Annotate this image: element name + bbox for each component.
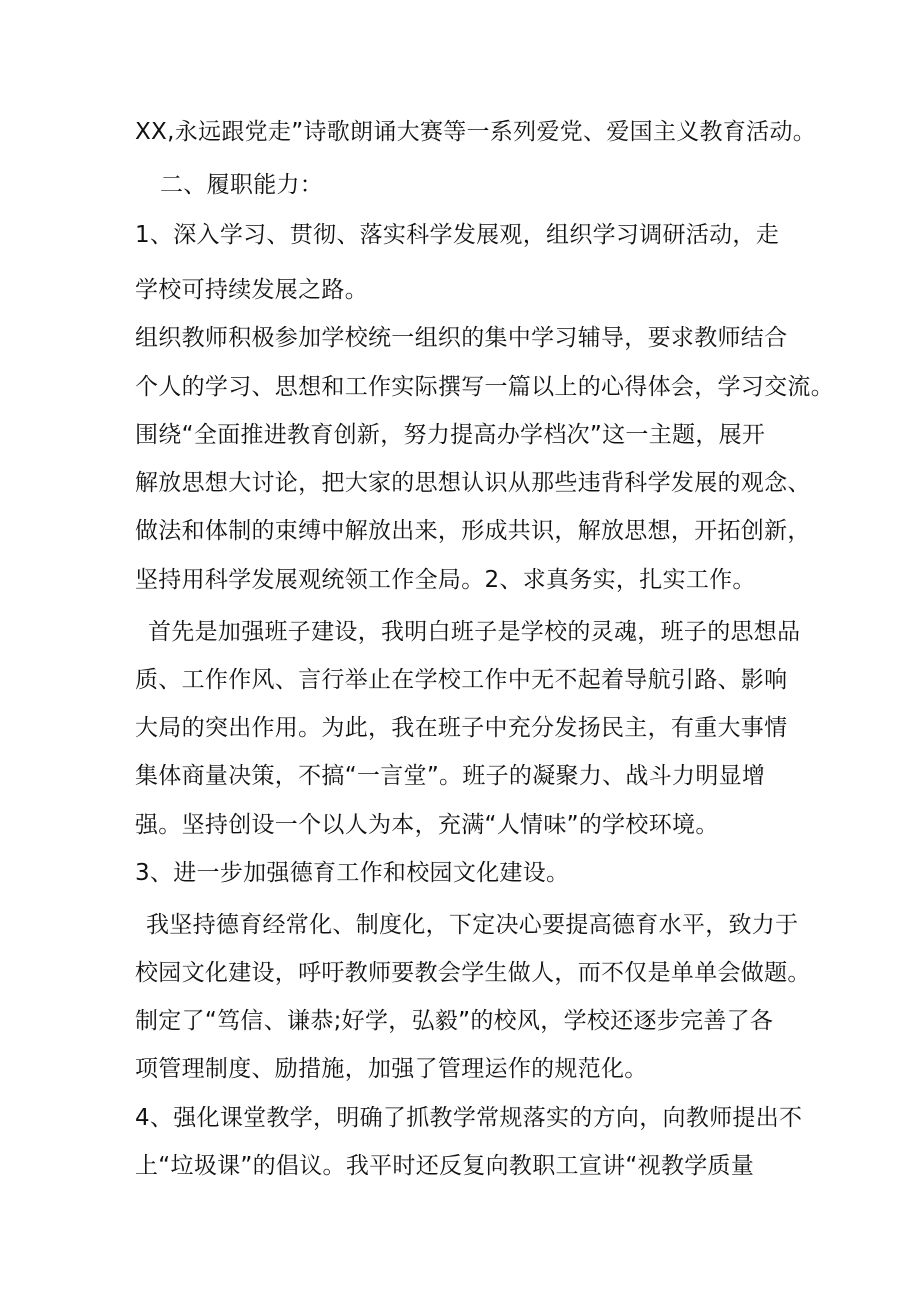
text-line: XX,永远跟党走”诗歌朗诵大赛等一系列爱党、爱国主义教育活动。	[135, 119, 817, 145]
text-line: 我坚持德育经常化、制度化，下定决心要提高德育水平，致力于	[146, 912, 799, 938]
text-line: 强。坚持创设一个以人为本，充满“人情味”的学校环境。	[135, 812, 719, 838]
text-line: 组织教师积极参加学校统一组织的集中学习辅导，要求教师结合	[135, 325, 788, 351]
text-line: 大局的突出作用。为此，我在班子中充分发扬民主，有重大事情	[135, 715, 788, 741]
text-line: 1、深入学习、贯彻、落实科学发展观，组织学习调研活动，走	[135, 222, 780, 248]
text-line: 解放思想大讨论，把大家的思想认识从那些违背科学发展的观念、	[135, 470, 811, 496]
text-line: 校园文化建设，呼吁教师要教会学生做人，而不仅是单单会做题。	[135, 960, 811, 986]
text-line: 项管理制度、励措施，加强了管理运作的规范化。	[135, 1056, 648, 1082]
text-line: 首先是加强班子建设，我明白班子是学校的灵魂，班子的思想品	[148, 619, 801, 645]
text-line: 围绕“全面推进教育创新，努力提高办学档次”这一主题，展开	[135, 422, 766, 448]
text-line: 个人的学习、思想和工作实际撰写一篇以上的心得体会，学习交流。	[135, 374, 834, 400]
text-line: 4、强化课堂教学，明确了抓教学常规落实的方向，向教师提出不	[135, 1105, 803, 1131]
text-line: 质、工作作风、言行举止在学校工作中无不起着导航引路、影响	[135, 667, 788, 693]
text-line: 制定了“笃信、谦恭;好学，弘毅”的校风，学校还逐步完善了各	[135, 1008, 774, 1034]
text-line: 学校可持续发展之路。	[135, 277, 368, 303]
text-line: 集体商量决策，不搞“一言堂”。班子的凝聚力、战斗力明显增	[135, 763, 766, 789]
text-line: 做法和体制的束缚中解放出来，形成共识，解放思想，开拓创新，	[135, 518, 811, 544]
text-line: 3、进一步加强德育工作和校园文化建设。	[135, 860, 570, 886]
text-line: 坚持用科学发展观统领工作全局。2、求真务实，扎实工作。	[135, 567, 756, 593]
section-heading: 二、履职能力：	[160, 172, 324, 198]
text-line: 上“垃圾课”的倡议。我平时还反复向教职工宣讲“视教学质量	[135, 1153, 755, 1179]
